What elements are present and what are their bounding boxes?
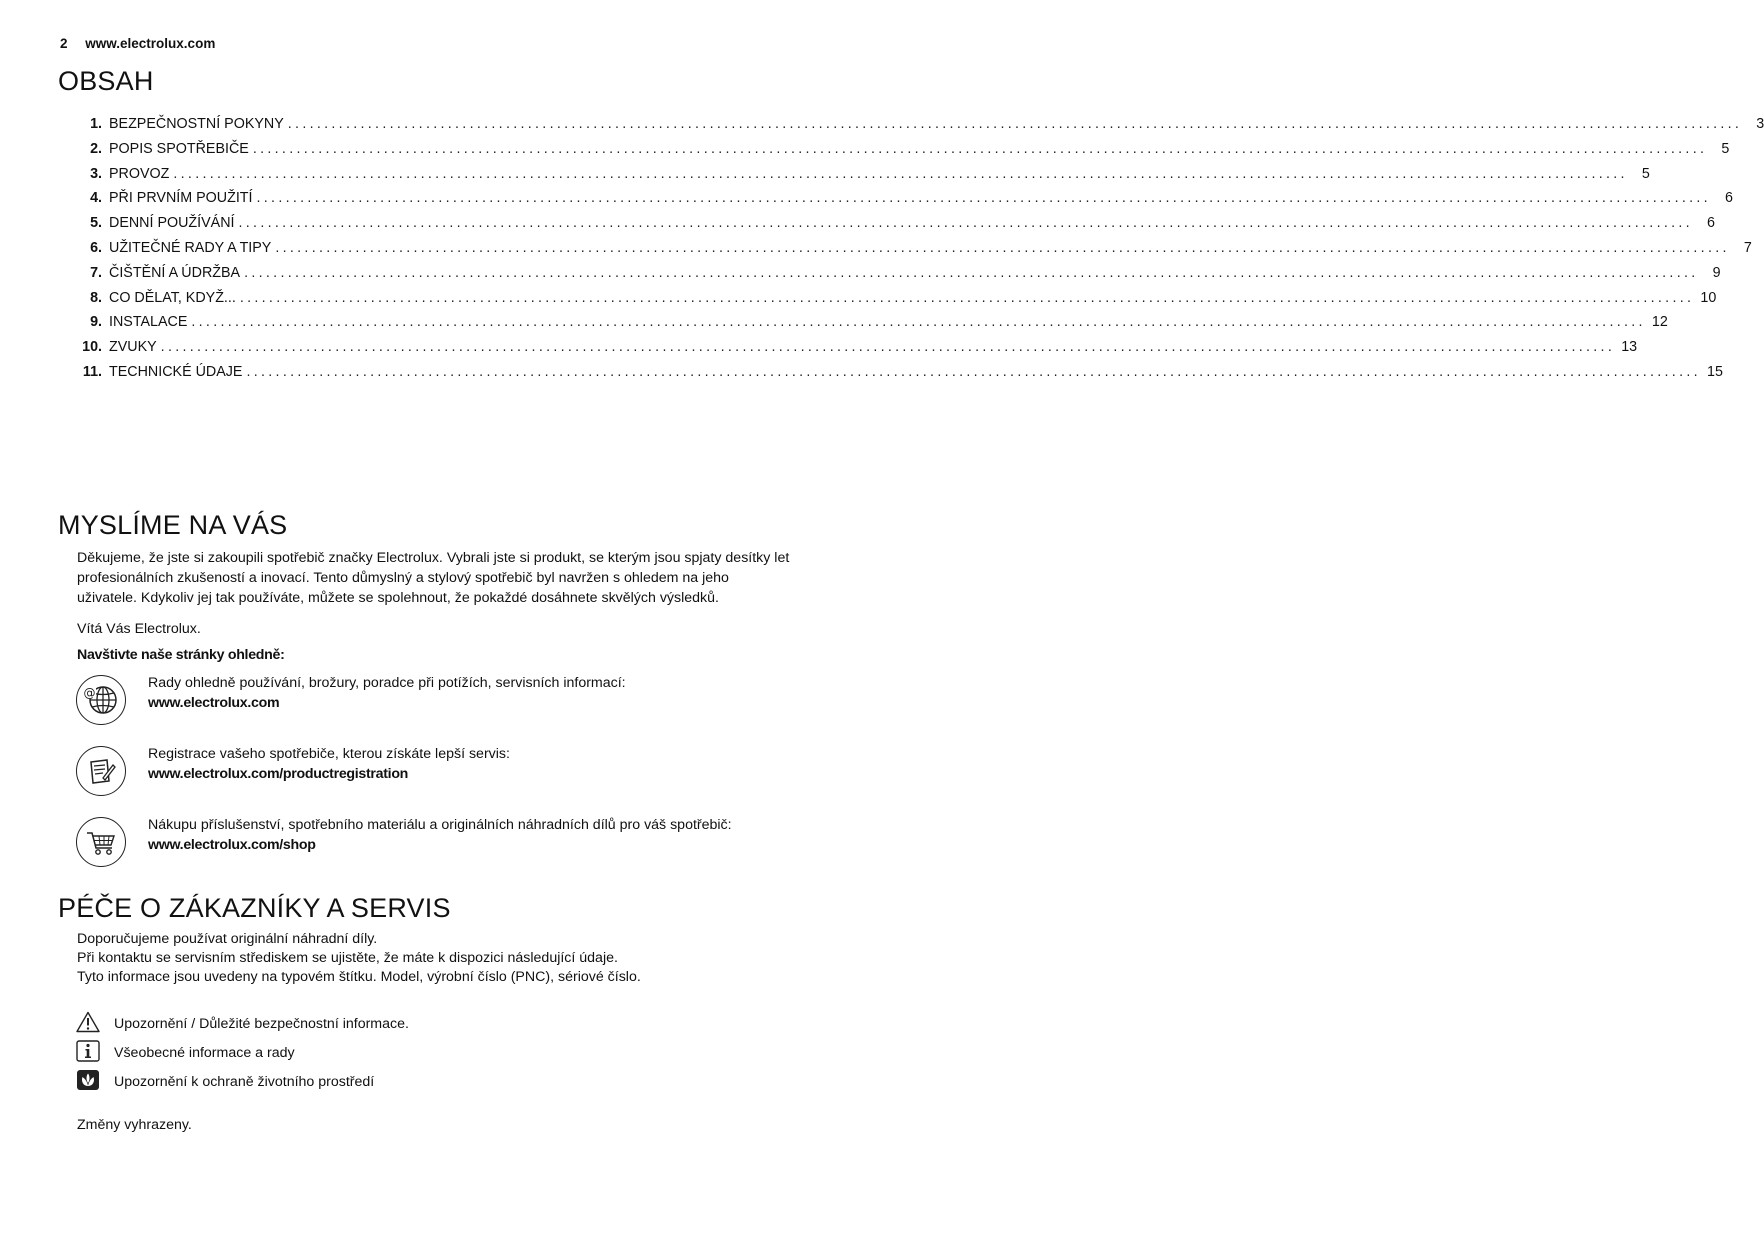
page-number: 2: [60, 36, 68, 51]
toc-item-number: 4.: [90, 190, 102, 207]
toc-leader-dots: ........................................................................................................................................................................................................: [256, 190, 1711, 207]
toc-item-page: 6: [1725, 190, 1733, 207]
toc-item[interactable]: [76, 165, 1650, 191]
toc-item-page: 7: [1743, 239, 1752, 256]
toc-item-number: 10.: [82, 339, 102, 356]
toc-item-page: 12: [1651, 314, 1668, 331]
toc-item-number: 5.: [90, 215, 102, 232]
globe-icon: [76, 675, 126, 725]
toc-item-page: 5: [1721, 140, 1730, 157]
toc-item-page: 3: [1756, 116, 1764, 132]
toc-item-label: TECHNICKÉ ÚDAJE: [109, 363, 243, 380]
toc-leader-dots: ........................................................................................................................................................................................................: [275, 239, 1730, 256]
shopping-cart-icon: [76, 817, 126, 867]
intro-line: profesionálních zkušeností a inovací. Tento důmyslný a stylový spotřebič byl navržen s ohledem na jeho: [77, 570, 729, 586]
svg-text:@: @: [83, 686, 96, 700]
toc-item[interactable]: [76, 140, 1730, 166]
toc-item-page: 13: [1621, 339, 1638, 356]
toc-item-label: CO DĚLAT, KDYŽ...: [109, 289, 236, 306]
support-link[interactable]: www.electrolux.com: [148, 695, 280, 711]
toc-leader-dots: ........................................................................................................................................................................................................: [252, 140, 1708, 157]
toc-item-label: BEZPEČNOSTNÍ POKYNY: [109, 116, 284, 132]
toc-item[interactable]: [76, 215, 1715, 240]
toc-item-label: UŽITEČNÉ RADY A TIPY: [109, 239, 272, 256]
toc-item-number: 1.: [90, 116, 102, 132]
intro-paragraph: [77, 548, 837, 608]
warning-triangle-icon: [76, 1011, 100, 1033]
care-line: Při kontaktu se servisním střediskem se ujistěte, že máte k dispozici následující údaje.: [77, 950, 618, 966]
toc-item-label: DENNÍ POUŽÍVÁNÍ: [109, 215, 235, 232]
page-header: [60, 36, 215, 51]
care-title: PÉČE O ZÁKAZNÍKY A SERVIS: [58, 893, 451, 923]
toc-item-label: ZVUKY: [109, 339, 157, 356]
toc-leader-dots: ........................................................................................................................................................................................................: [244, 264, 1699, 281]
toc-leader-dots: ........................................................................................................................................................................................................: [238, 215, 1693, 232]
toc-leader-dots: ........................................................................................................................................................................................................: [191, 314, 1646, 331]
care-paragraph: [77, 930, 837, 987]
visit-label: Navštivte naše stránky ohledně:: [77, 647, 285, 663]
toc-item[interactable]: [76, 190, 1733, 215]
environment-icon: [76, 1069, 100, 1091]
support-link-description: Rady ohledně používání, brožury, poradce při potížích, servisních informací:: [148, 675, 626, 691]
toc-item-label: PŘI PRVNÍM POUŽITÍ: [109, 190, 253, 207]
info-icon: [76, 1040, 100, 1062]
toc-item-number: 6.: [90, 239, 102, 256]
toc-item-number: 7.: [90, 264, 102, 281]
welcome-text: Vítá Vás Electrolux.: [77, 621, 201, 637]
toc-item[interactable]: [76, 239, 1752, 265]
toc-title: OBSAH: [58, 66, 154, 96]
registration-link-description: Registrace vašeho spotřebiče, kterou získáte lepší servis:: [148, 746, 510, 762]
toc-item-page: 15: [1707, 363, 1723, 380]
intro-line: Děkujeme, že jste si zakoupili spotřebič značky Electrolux. Vybrali jste si produkt, se kterým jsou spjaty desítky let: [77, 550, 790, 566]
toc-item-page: 9: [1712, 264, 1721, 281]
toc-item[interactable]: [76, 116, 1764, 141]
environment-legend-text: Upozornění k ochraně životního prostředí: [114, 1074, 375, 1090]
toc-item-page: 5: [1641, 165, 1650, 182]
toc-leader-dots: ........................................................................................................................................................................................................: [160, 339, 1616, 356]
toc-item-number: 8.: [90, 289, 102, 306]
link-row-shop: [76, 817, 836, 873]
toc-leader-dots: ........................................................................................................................................................................................................: [173, 165, 1628, 182]
registration-link[interactable]: www.electrolux.com/productregistration: [148, 766, 409, 782]
shop-link-description: Nákupu příslušenství, spotřebního materiálu a originálních náhradních dílů pro váš spotřebič:: [148, 817, 732, 833]
toc-leader-dots: ........................................................................................................................................................................................................: [246, 363, 1701, 380]
thinking-title: MYSLÍME NA VÁS: [58, 510, 288, 540]
toc-item[interactable]: [76, 289, 1717, 315]
toc-item-label: POPIS SPOTŘEBIČE: [109, 140, 249, 157]
warning-legend-text: Upozornění / Důležité bezpečnostní informace.: [114, 1016, 409, 1032]
toc-item-number: 9.: [90, 314, 102, 331]
toc-item[interactable]: [76, 264, 1721, 290]
shop-link[interactable]: www.electrolux.com/shop: [148, 837, 316, 853]
link-row-support: [76, 675, 836, 731]
care-line: Tyto informace jsou uvedeny na typovém štítku. Model, výrobní číslo (PNC), sériové číslo.: [77, 969, 641, 985]
intro-line: uživatele. Kdykoliv jej tak používáte, můžete se spolehnout, že pokaždé dosáhnete skvělých výsledků.: [77, 590, 719, 606]
info-legend-text: Všeobecné informace a rady: [114, 1045, 295, 1061]
toc-leader-dots: ........................................................................................................................................................................................................: [239, 289, 1695, 306]
header-url[interactable]: www.electrolux.com: [85, 36, 216, 51]
symbol-row-environment: [76, 1069, 776, 1095]
toc-item-number: 3.: [90, 165, 102, 182]
toc-item-number: 11.: [82, 363, 102, 380]
registration-form-icon: [76, 746, 126, 796]
table-of-contents: [76, 116, 1764, 389]
toc-item-page: 6: [1707, 215, 1715, 232]
toc-item[interactable]: [76, 339, 1638, 364]
toc-item-page: 10: [1700, 289, 1717, 306]
symbol-row-info: [76, 1040, 776, 1066]
toc-item[interactable]: [76, 314, 1668, 339]
link-row-registration: [76, 746, 836, 802]
changes-reserved-text: Změny vyhrazeny.: [77, 1117, 192, 1133]
care-line: Doporučujeme používat originální náhradní díly.: [77, 931, 378, 947]
toc-item[interactable]: [76, 363, 1723, 389]
toc-item-label: ČIŠTĚNÍ A ÚDRŽBA: [109, 264, 241, 281]
toc-leader-dots: ........................................................................................................................................................................................................: [287, 116, 1743, 132]
symbol-row-warning: [76, 1011, 776, 1037]
toc-item-label: PROVOZ: [109, 165, 170, 182]
toc-item-label: INSTALACE: [109, 314, 188, 331]
toc-item-number: 2.: [90, 140, 102, 157]
